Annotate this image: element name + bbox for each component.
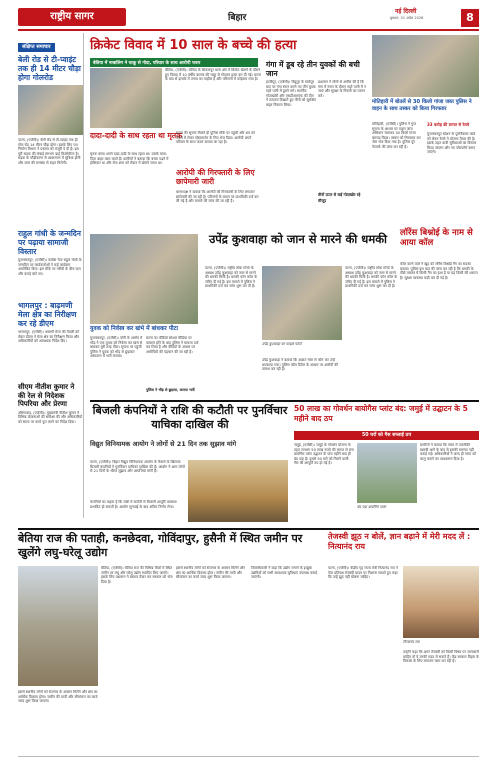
govardhan-headline: 50 लाख का गोवर्धन बायोगैस प्लांट बंद: जमुई में उद्घाटन के 5 महीने बाद ठप [294,404,468,423]
nityanand-photo [403,566,479,638]
bijli-body-2: कंपनियों का कहना है कि राशि में कटौती से बिजली आपूर्ति व्यवस्था प्रभावित हो सकती है। आयोग सुनवाई के बाद अंतिम निर्णय लेगा। [90,500,177,509]
brief-news-tag: संक्षिप्त समाचार [18,43,55,52]
biogas-plant-photo [357,443,417,503]
upendra-photo [262,266,342,340]
dada-body: मृतक बच्चा अपने दादा-दादी के साथ रहता था। उसके माता-पिता बाहर काम करते हैं। ग्रामीणों ने बताया कि बच्चा पढ़ने में होशियार था और रोज शाम को मैदान में खेलने जाता था। [90,152,169,166]
youth-body: मुजफ्फरपुर, (एजेंसी)। चोरी के आरोप में भीड़ ने एक युवक को निर्वस्त्र कर खंभे से बांधकर बुरी तरह पीटा। सूचना पर पहुंची पुलिस ने युवक को भीड़ से छुड़ाकर अस्पताल में भर्ती कराया। [90,336,143,359]
brief-headline-3: भागलपुर : बाढ़मणी मेला क्षेत्र का निरीक्षण कर रहे डीएम [18,301,77,328]
ganga-headline: गंगा में डूब रहे तीन युवकों की बची जान [266,60,360,78]
newspaper-brand: राष्ट्रीय सागर [18,8,126,26]
bijli-subheadline: विद्युत विनियामक आयोग ने लोगों से 21 दिन तक सुझाव मांगे [90,440,237,448]
bottom-divider [18,528,479,530]
brief-headline-4: सीएम नीतीश कुमार ने की रेल से निदेशक पिपरिया और प्रेरणा [18,383,75,408]
brief-body-3: भागलपुर, (एजेंसी)। श्रावणी मेला की तैयारी को लेकर डीएम ने मेला क्षेत्र का निरीक्षण किया और अधिकारियों को आवश्यक निर्देश दिए। [18,330,79,344]
upendra-body-1: पटना, (एजेंसी)। राष्ट्रीय लोक मोर्चा के अध्यक्ष उपेंद्र कुशवाहा को जान से मारने की धमकी मिली है। धमकी फोन कॉल के जरिए दी गई है। इस मामले में पुलिस ने प्राथमिकी दर्ज कर जांच शुरू कर दी है। [205,266,258,289]
bettiah-body-2: इससे स्थानीय लोगों को रोजगार के अवसर मिलेंगे और क्षेत्र का आर्थिक विकास होगा। जमीन की मापी और सीमांकन का कार्य जल्द शुरू किया जाएगा। [176,566,245,580]
bettiah-headline: बेतिया राज की पताही, कनछेदवा, गोविंदापुर, हुसैनी में स्थित जमीन पर खुलेंगे लघु-घरेलू उद्योग [18,532,303,559]
motihari-headline: मोतिहारी में बोतलें से 30 किलो गांजा जब्त पुलिस ने वाहन के साथ तस्कर को किया गिरफ्तार [372,99,472,112]
govardhan-band: 50 घरों को गैस सप्लाई ठप [294,431,479,440]
bettiah-body-4: इससे स्थानीय लोगों को रोजगार के अवसर मिलेंगे और क्षेत्र का आर्थिक विकास होगा। जमीन की मापी और सीमांकन का कार्य जल्द शुरू किया जाएगा। [18,690,98,704]
ganga-body-2: प्रशासन ने लोगों से अपील की है कि गंगा में स्नान के दौरान गहरे पानी में न जाएं और सुरक्षा के नियमों का पालन करें। [318,80,366,98]
nityanand-body-2: उन्होंने कहा कि अगर तेजस्वी को किसी विषय पर जानकारी चाहिए तो वे उनकी मदद ले सकते हैं। केंद्र सरकार बिहार के विकास के लिए लगातार काम कर रही है। [403,650,479,664]
masthead-rule [18,29,479,31]
seizure-photo [372,35,479,97]
cricket-headline: क्रिकेट विवाद में 10 साल के बच्चे की हत्या [90,38,297,53]
lawrence-headline: लॉरेंस बिश्नोई के नाम से आया कॉल [400,228,473,248]
dada-headline: दादा-दादी के साथ रहता था मृतक [90,131,182,140]
edition-city: नई दिल्ली [395,8,417,15]
power-tower-photo [188,460,288,522]
footer-rule [18,756,479,757]
motihari-body: मोतिहारी, (एजेंसी)। पुलिस ने गुप्त सूचना के आधार पर वाहन जांच अभियान चलाकर 30 किलो गांजा बरामद किया। तस्कर को गिरफ्तार कर जेल भेज दिया गया है। पुलिस पूरे नेटवर्क की जांच कर रही है। [372,122,421,149]
cricket-victim-photo [90,68,162,128]
rail-body: मुजफ्फरपुर स्टेशन के पुनर्विकास कार्य को लेकर रेलवे ने योजना तैयार की है। इसके तहत यात्री सुविधाओं का विस्तार किया जाएगा और नए प्लेटफॉर्म बनाए जाएंगे। [427,132,477,155]
ganga-body: हाजीपुर, (एजेंसी)। बिदुपुर के राघोपुर घाट पर गंगा स्नान करने गए तीन युवक गहरे पानी में डूबने लगे। स्थानीय गोताखोरों और एसडीआरएफ की टीम ने तत्परता दिखाते हुए तीनों को सुरक्षित बाहर निकाल लिया। [266,80,316,107]
cricket-subheadline: बेतिया में नाबालिग ने चाकू से गोदा, परिवार के साथ आरोपी फरार [90,58,258,67]
bettiah-building-photo [18,566,98,686]
left-column [18,33,84,518]
upendra-body-2: उपेंद्र कुशवाहा ने बताया कि अज्ञात नंबर से फोन कर उन्हें धमकाया गया। पुलिस कॉल डिटेल के आधार पर आरोपी की तलाश कर रही है। [262,358,339,372]
lawrence-body: कॉल करने वाले ने खुद को लॉरेंस बिश्नोई गैंग का सदस्य बताया। पुलिस इस बात की जांच कर रही है कि धमकी के पीछे वास्तव में किसी गैंग का हाथ है या यह किसी की शरारत है। सुरक्षा व्यवस्था कड़ी कर दी गई है। [400,262,478,280]
brief-body-4: औरंगाबाद, (एजेंसी)। मुख्यमंत्री नीतीश कुमार ने विभिन्न योजनाओं की समीक्षा की और अधिकारियों को समय पर कार्य पूरा करने का निर्देश दिया। [18,410,83,424]
nityanand-headline: तेजस्वी झूठ न बोलें, ज्ञान बढ़ाने में मेरी मदद लें : नित्यानंद राय [328,532,471,551]
nityanand-caption: नित्यानंद राय [403,640,420,644]
upendra-headline: उपेंद्र कुशवाहा को जान से मारने की धमकी [208,232,388,246]
bettiah-body-1: बेतिया, (एजेंसी)। बेतिया राज की विभिन्न मौजों में स्थित जमीन पर लघु और घरेलू उद्योग स्थापित किए जाएंगे। इसके लिए प्रशासन ने प्रस्ताव तैयार कर सरकार को भेज दिया है। [101,566,173,584]
youth-note: पुलिस ने भीड़ से छुड़ाया, कराया भर्ती [146,388,195,392]
youth-headline: युवक को निर्वस्त्र कर खंभे में बांधकर पीटा [90,326,179,332]
brief-body-1: पटना, (एजेंसी)। बेली रोड से टी-प्वाइंट तक ही गोल रोड 14 मीटर चौड़ा होगा। इसके लिए पथ निर्माण विभाग ने प्रस्ताव को मंजूरी दे दी है। इस पूरी सड़क की लंबाई लगभग ढाई किलोमीटर है। सड़क के चौड़ीकरण से आवागमन में सुविधा होगी और जाम की समस्या से राहत मिलेगी। [18,138,81,165]
upendra-caption: उपेंद्र कुशवाहा का फाइल फोटो [262,342,302,346]
cricket-body-2: घटना की सूचना मिलते ही पुलिस मौके पर पहुंची और शव को कब्जे में लेकर पोस्टमार्टम के लिए भेज दिया। आरोपी अपने परिवार के साथ फरार बताया जा रहा है। [176,131,255,145]
section-title: बिहार [228,13,247,23]
arrest-body: थानाध्यक्ष ने बताया कि आरोपी की गिरफ्तारी के लिए लगातार छापेमारी की जा रही है। परिजनों के बयान पर प्राथमिकी दर्ज कर ली गई है और मामले की जांच की जा रही है। [176,190,259,204]
brief-headline-1: बेली रोड से टी-प्वाइंट तक ही 14 मीटर चौड़ा होगा गोलरोड [18,55,81,82]
brief-headline-2: राहुल गांधी के जन्मदिन पर पढ़ाया सामाजी विस्तार [18,229,81,256]
youth-body-2: घटना का वीडियो सोशल मीडिया पर वायरल होने के बाद पुलिस ने मामला दर्ज कर लिया है और वीडियो के आधार पर आरोपियों की पहचान की जा रही है। [146,336,199,354]
cricket-body-1: बेतिया, (एजेंसी)। बेतिया के शिकारपुर थाना क्षेत्र में क्रिकेट खेलने के दौरान हुए विवाद में 10 वर्षीय बालक की चाकू से गोदकर हत्या कर दी गई। घटना के बाद से इलाके में तनाव का माहौल है और परिजनों में कोहराम मचा है। [165,68,261,82]
youth-photo [90,234,198,324]
bijli-body-1: पटना, (एजेंसी)। बिहार विद्युत विनियामक आयोग के फैसले के खिलाफ बिजली कंपनियों ने पुनर्विचार याचिका दाखिल की है। आयोग ने आम लोगों से 21 दिनों के भीतर सुझाव और आपत्तियां मांगी हैं। [90,460,185,474]
upendra-body-3: पटना, (एजेंसी)। राष्ट्रीय लोक मोर्चा के अध्यक्ष उपेंद्र कुशवाहा को जान से मारने की धमकी मिली है। धमकी फोन कॉल के जरिए दी गई है। इस मामले में पुलिस ने प्राथमिकी दर्ज कर जांच शुरू कर दी है। [345,266,398,289]
arrest-headline: आरोपी की गिरफ्तारी के लिए छापेमारी जारी [176,168,255,186]
page-number: 8 [461,9,479,27]
rail-headline: 33 करोड़ की लागत से रेलवे [427,122,470,127]
section-divider [90,400,479,402]
bettiah-body-3: जिलाधिकारी ने कहा कि उद्योग लगाने के इच्छुक उद्यमियों को सभी आवश्यक सुविधाएं उपलब्ध कराई जाएंगी। [251,566,317,580]
nityanand-body-1: पटना, (एजेंसी)। केंद्रीय गृह राज्य मंत्री नित्यानंद राय ने नेता प्रतिपक्ष तेजस्वी यादव पर निशाना साधते हुए कहा कि उन्हें झूठ नहीं बोलना चाहिए। [328,566,398,580]
edition-date: बुधवार, 01 अप्रैल 2026 [390,16,424,20]
govardhan-body-2: ग्रामीणों ने बताया कि प्लांट में तकनीकी खराबी आने के बाद से इसकी मरम्मत नहीं कराई गई। अधिकारियों ने जल्द ही प्लांट को चालू कराने का आश्वासन दिया है। [420,443,477,461]
govardhan-body-1: जमुई, (एजेंसी)। जमुई के गोवर्धन योजना के तहत लगभग 50 लाख रुपये की लागत से बना बायोगैस प्लांट उद्घाटन के पांच महीने बाद ही बंद पड़ा है। इससे 50 घरों को मिलने वाली गैस की आपूर्ति ठप हो गई है। [294,443,354,466]
road-photo [18,85,83,135]
bijli-headline: बिजली कंपनियों ने राशि की कटौती पर पुनर्विचार याचिका दाखिल की [92,404,288,431]
brief-body-2: मुजफ्फरपुर, (एजेंसी)। कांग्रेस नेता राहुल गांधी के जन्मदिन पर कार्यकर्ताओं ने कई कार्यक्रम आयोजित किए। इस मौके पर गरीबों के बीच फल और कपड़े बांटे गए। [18,258,82,276]
biogas-caption: बंद पड़ा बायोगैस प्लांट [357,505,387,509]
ganga-subhead: तीनों ऊपर से कई गोताखोर रहे मौजूद [318,192,361,203]
